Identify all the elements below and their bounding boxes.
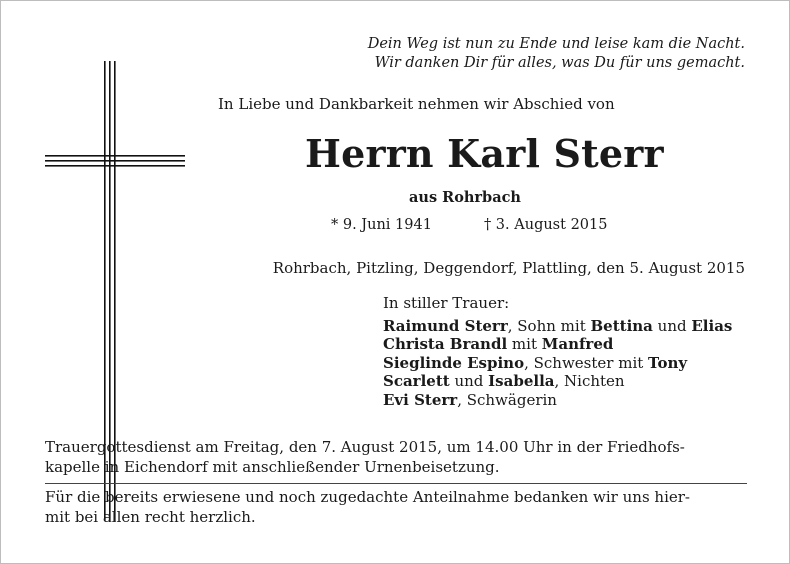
place-and-date: Rohrbach, Pitzling, Deggendorf, Plattling, den 5. August 2015: [272, 259, 745, 277]
mourner-line: [383, 335, 732, 354]
intro-text: In Liebe und Dankbarkeit nehmen wir Abschied von: [218, 95, 615, 113]
mourner-name: Evi Sterr: [383, 390, 458, 409]
life-dates: [331, 217, 607, 233]
mourner-line: [383, 354, 732, 373]
deceased-origin: aus Rohrbach: [409, 189, 521, 206]
thanks-line-1: Für die bereits erwiesene und noch zugedachte Anteilnahme bedanken wir uns hier-: [45, 488, 690, 506]
mourner-relation: und: [652, 316, 692, 335]
funeral-service-info: [45, 438, 747, 477]
thanks-line-2: mit bei allen recht herzlich.: [45, 507, 256, 526]
mourner-name: Sieglinde Espino: [383, 353, 525, 372]
mourner-name: Isabella: [488, 372, 555, 391]
poem-line-2: Wir danken Dir für alles, was Du für uns gemacht.: [374, 55, 745, 71]
deceased-name: Herrn Karl Sterr: [305, 131, 664, 176]
mourners-block: [383, 294, 732, 410]
death-date: † 3. August 2015: [483, 217, 608, 233]
mourner-relation: , Nichten: [554, 372, 625, 391]
mourners-lead: In stiller Trauer:: [383, 294, 510, 312]
mourner-name: Elias: [691, 316, 733, 335]
thanks-text: [45, 488, 747, 527]
mourner-name: Scarlett: [383, 372, 450, 391]
mourner-name: Raimund Sterr: [383, 316, 508, 335]
mourner-relation: mit: [507, 335, 542, 354]
mourner-relation: , Schwägerin: [457, 390, 557, 409]
mourner-relation: , Sohn mit: [507, 316, 591, 335]
mourner-line: [383, 372, 732, 391]
mourner-name: Christa Brandl: [383, 335, 508, 354]
service-line-2: kapelle in Eichendorf mit anschließender Urnenbeisetzung.: [45, 457, 500, 476]
service-line-1: Trauergottesdienst am Freitag, den 7. August 2015, um 14.00 Uhr in der Friedhofs-: [45, 438, 685, 456]
mourner-line: [383, 391, 732, 410]
mourner-line: [383, 317, 732, 336]
mourner-name: Manfred: [541, 335, 614, 354]
birth-date: * 9. Juni 1941: [331, 217, 432, 233]
mourner-name: Tony: [648, 353, 688, 372]
divider: [45, 483, 747, 484]
poem-line-1: Dein Weg ist nun zu Ende und leise kam die Nacht.: [367, 36, 745, 52]
mourner-name: Bettina: [590, 316, 653, 335]
mourner-relation: und: [449, 372, 489, 391]
mourners-list: [383, 317, 732, 410]
mourner-relation: , Schwester mit: [524, 353, 649, 372]
poem: [368, 35, 745, 73]
